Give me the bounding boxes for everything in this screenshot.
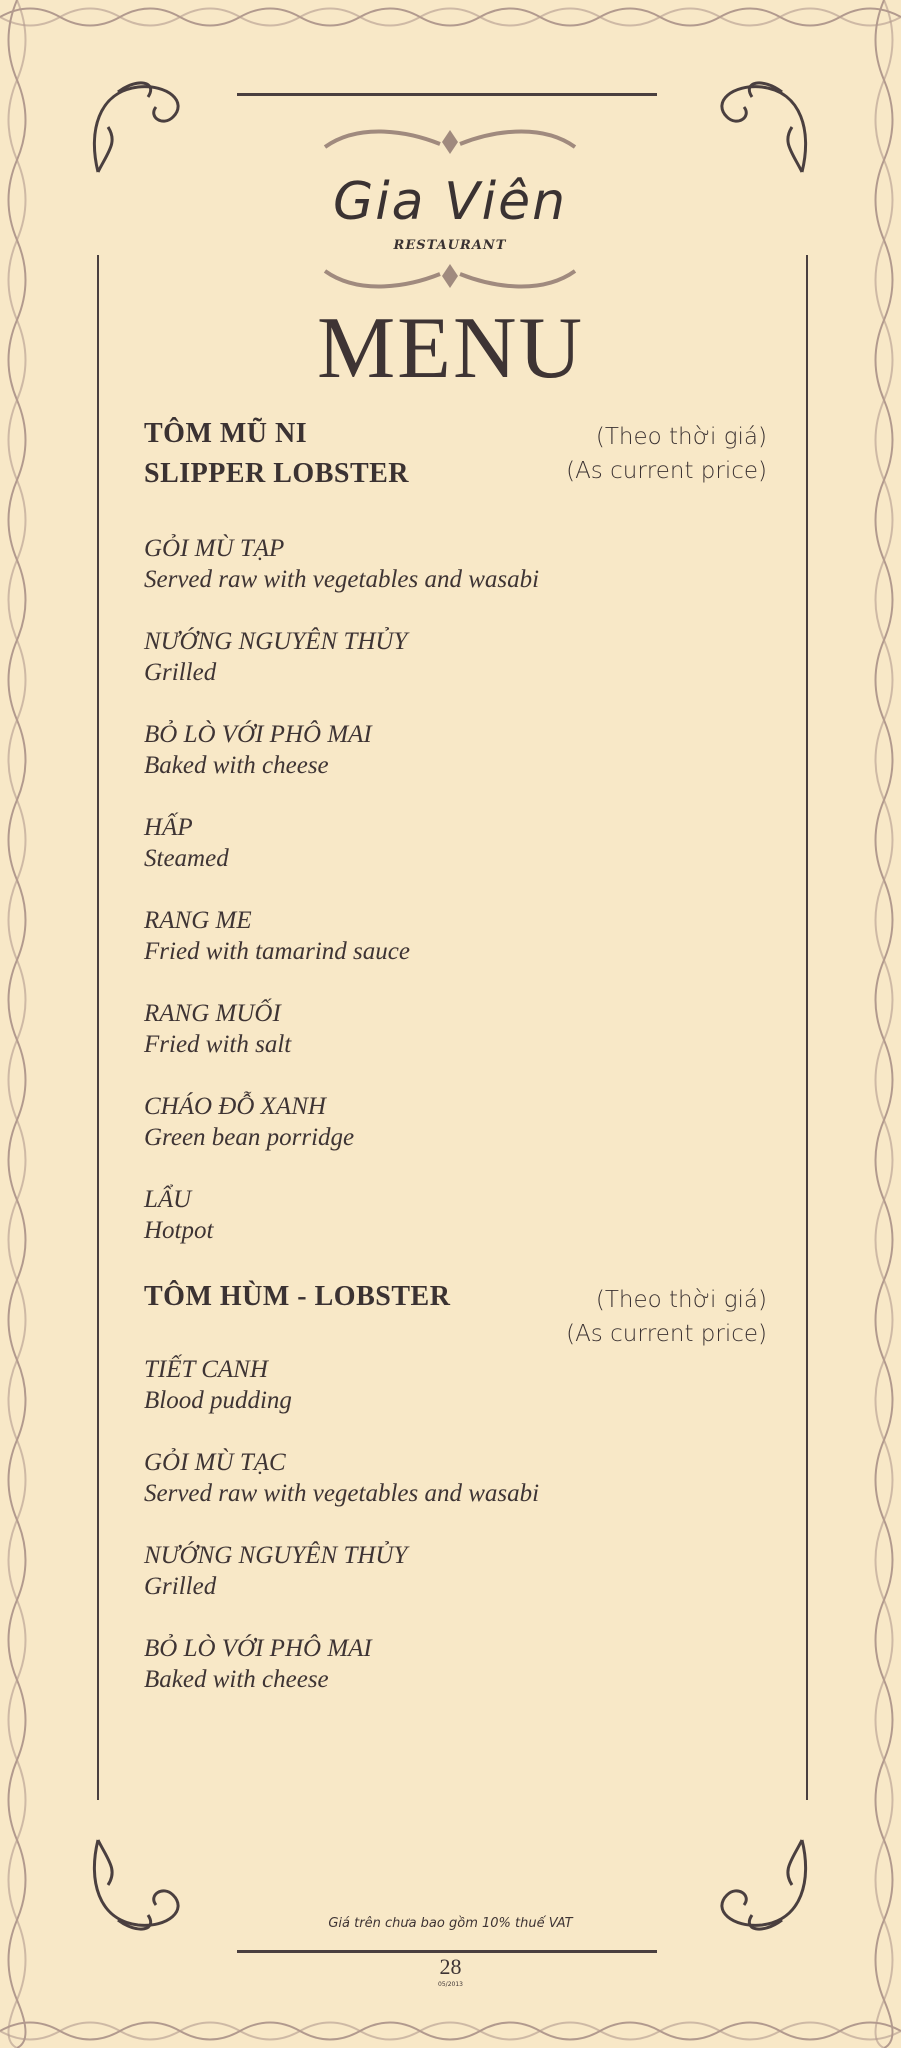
ornament-border-bottom — [0, 2014, 901, 2048]
list-item: HẤP Steamed — [144, 814, 229, 872]
frame-top-line — [237, 93, 657, 96]
logo-flourish-icon — [320, 122, 580, 162]
list-item: GỎI MÙ TẠP Served raw with vegetables and wasabi — [144, 535, 540, 593]
price-note: (Theo thời giá) (As current price) — [566, 424, 767, 484]
page-number: 28 — [439, 1954, 462, 1979]
section-heading-line: SLIPPER LOBSTER — [144, 458, 410, 489]
frame-bottom-line — [237, 1950, 657, 1953]
list-item: GỎI MÙ TẠC Served raw with vegetables and wasabi — [144, 1449, 540, 1507]
flourish-corner-icon — [712, 72, 822, 182]
page-title: MENU — [316, 300, 585, 397]
logo-flourish-icon — [320, 256, 580, 296]
list-item: NƯỚNG NGUYÊN THỦY Grilled — [144, 628, 408, 686]
list-item: LẨU Hotpot — [144, 1186, 214, 1244]
list-item: RANG MUỐI Fried with salt — [144, 1000, 292, 1058]
frame-right-line — [806, 255, 808, 1800]
section-heading — [144, 1277, 450, 1317]
list-item: RANG ME Fried with tamarind sauce — [144, 907, 410, 965]
list-item: CHÁO ĐỖ XANH Green bean porridge — [144, 1093, 355, 1151]
brand-subtitle: RESTAURANT — [393, 238, 507, 253]
brand-name: Gia Viên — [332, 172, 568, 232]
page-code: 05/2013 — [438, 1981, 463, 1988]
price-note: (Theo thời giá) (As current price) — [566, 1287, 767, 1347]
section-heading-line: TÔM MŨ NI — [144, 418, 308, 449]
frame-left-line — [97, 255, 99, 1800]
section-heading — [144, 414, 409, 494]
list-item: NƯỚNG NGUYÊN THỦY Grilled — [144, 1542, 408, 1600]
list-item: TIẾT CANH Blood pudding — [144, 1356, 292, 1414]
list-item: BỎ LÒ VỚI PHÔ MAI Baked with cheese — [144, 721, 372, 779]
list-item: BỎ LÒ VỚI PHÔ MAI Baked with cheese — [144, 1635, 372, 1693]
restaurant-logo — [300, 122, 600, 292]
vat-note: Giá trên chưa bao gồm 10% thuế VAT — [328, 1916, 573, 1931]
ornament-border-top — [0, 0, 901, 34]
section-heading-line: TÔM HÙM - LOBSTER — [144, 1281, 451, 1312]
flourish-corner-icon — [78, 72, 188, 182]
